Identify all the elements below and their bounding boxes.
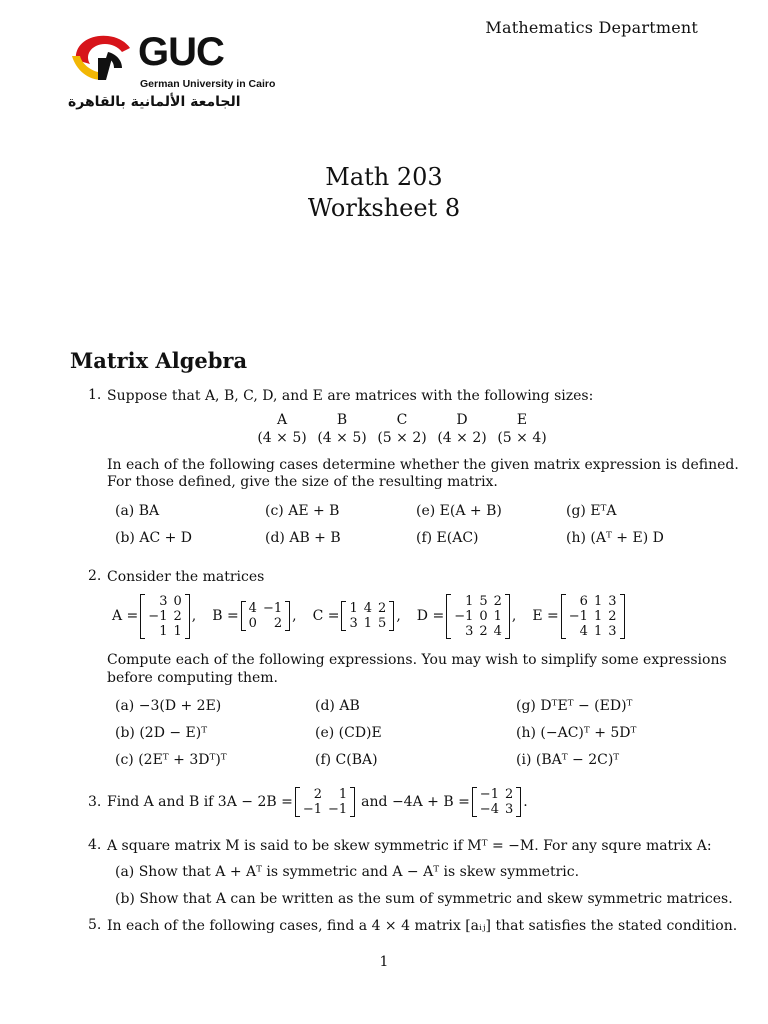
matrix-cell: 1 <box>465 593 474 609</box>
q1-size-value: (4 × 5) <box>317 430 367 446</box>
matrix-cell: 2 <box>313 787 322 802</box>
matrix-a <box>140 594 189 639</box>
q1-size-labels <box>252 412 552 428</box>
guc-emblem-icon <box>68 30 138 86</box>
q3-matrix-2-table <box>477 787 516 817</box>
q3-text-3: . <box>523 794 528 810</box>
matrix-cell: 0 <box>479 608 488 624</box>
logo-wordmark: GUC <box>138 30 224 74</box>
matrix-cell: 5 <box>378 616 387 631</box>
matrix-b <box>241 601 290 631</box>
q3-number: 3. <box>88 794 102 810</box>
matrix-row <box>300 802 350 817</box>
q1-size-value: (4 × 2) <box>437 430 487 446</box>
q3-matrix-2 <box>472 787 521 817</box>
q2-part: (h) (−AC)ᵀ + 5Dᵀ <box>516 725 637 741</box>
q1-size-label: D <box>456 412 468 428</box>
matrix-cell: 0 <box>173 593 182 609</box>
matrix-c-table <box>346 601 389 631</box>
matrix-row <box>451 594 505 609</box>
q1-size-value: (5 × 4) <box>497 430 547 446</box>
q1-part: (d) AB + B <box>265 530 341 546</box>
matrix-row <box>145 594 184 609</box>
q1-size-label: B <box>336 412 348 428</box>
q1-part: (a) BA <box>115 503 160 519</box>
matrix-cell: 0 <box>248 616 257 631</box>
page-number: 1 <box>379 954 389 970</box>
q2-part: (b) (2D − E)ᵀ <box>115 725 208 741</box>
matrix-cell: 6 <box>579 593 588 609</box>
q1-number: 1. <box>88 387 102 403</box>
matrix-a-label: A = <box>112 608 139 624</box>
matrix-row <box>451 624 505 639</box>
q1-part: (f) E(AC) <box>416 530 479 546</box>
q1-size-values <box>252 430 552 446</box>
matrix-cell: −1 <box>454 608 474 624</box>
matrix-cell: 3 <box>504 802 514 817</box>
q1-size-label: A <box>276 412 288 428</box>
course-title: Math 203 <box>325 163 443 191</box>
matrix-cell: 2 <box>504 787 514 802</box>
q4-part-a: (a) Show that A + Aᵀ is symmetric and A − Aᵀ is skew symmetric. <box>115 864 580 880</box>
q3-text-1: Find A and B if 3A − 2B = <box>107 794 293 810</box>
logo-arabic-text: الجامعة الألمانية بالقاهرة <box>68 94 241 110</box>
matrix-cell: 1 <box>338 787 348 802</box>
matrix-cell: 1 <box>363 616 373 631</box>
matrix-row <box>300 787 350 802</box>
matrix-cell: 5 <box>479 593 488 609</box>
matrix-row <box>145 609 184 624</box>
matrix-d-label: D = <box>416 608 445 624</box>
section-heading: Matrix Algebra <box>70 348 248 373</box>
q1-part: (e) E(A + B) <box>416 503 502 519</box>
q2-intro: Consider the matrices <box>107 569 265 585</box>
matrix-cell: 1 <box>159 623 168 639</box>
matrix-cell: 1 <box>349 601 358 616</box>
matrix-row <box>346 616 389 631</box>
matrix-cell: 4 <box>248 601 257 616</box>
matrix-a-table <box>145 594 184 639</box>
matrix-cell: 1 <box>593 623 603 639</box>
matrix-b-label: B = <box>212 608 239 624</box>
q2-instruction-1: Compute each of the following expressions. You may wish to simplify some expressions <box>107 652 727 668</box>
matrix-row <box>246 601 285 616</box>
q1-size-label: E <box>516 412 528 428</box>
matrix-cell: 4 <box>579 623 588 639</box>
matrix-cell: 2 <box>378 601 387 616</box>
matrix-e-label: E = <box>532 608 559 624</box>
q2-part: (i) (BAᵀ − 2C)ᵀ <box>516 752 620 768</box>
matrix-row <box>566 594 620 609</box>
q3-matrix-1 <box>295 787 355 817</box>
q2-part: (g) DᵀEᵀ − (ED)ᵀ <box>516 698 633 714</box>
q1-size-label: C <box>396 412 408 428</box>
matrix-cell: 2 <box>173 608 182 624</box>
q2-matrix-row: A = 3 0 −1 2 1 1 , B = 4 −1 0 2 , C = 1 4 2 3 1 5 , D = 1 5 2 −1 0 1 3 2 4 , E = 6 1 3 −1 1 2 4 1 3 <box>112 588 627 644</box>
q4-text: A square matrix M is said to be skew symmetric if Mᵀ = −M. For any squre matrix A: <box>107 838 712 854</box>
guc-logo <box>68 30 276 120</box>
q1-size-value: (4 × 5) <box>257 430 307 446</box>
matrix-cell: −1 <box>479 787 499 802</box>
matrix-row <box>566 609 620 624</box>
matrix-cell: 3 <box>608 593 617 609</box>
q4-part-b: (b) Show that A can be written as the sum of symmetric and skew symmetric matrices. <box>115 891 733 907</box>
q1-part: (g) EᵀA <box>566 503 617 519</box>
matrix-row <box>477 802 516 817</box>
matrix-cell: 4 <box>363 601 373 616</box>
department-title: Mathematics Department <box>485 18 698 37</box>
matrix-cell: −1 <box>262 601 283 616</box>
matrix-row <box>477 787 516 802</box>
q2-part: (a) −3(D + 2E) <box>115 698 222 714</box>
q2-part: (d) AB <box>315 698 360 714</box>
matrix-cell: 1 <box>593 593 603 609</box>
matrix-cell: 1 <box>173 623 182 639</box>
q2-instruction-2: before computing them. <box>107 670 278 686</box>
q3-text-2: and −4A + B = <box>361 794 470 810</box>
matrix-cell: 3 <box>349 616 358 631</box>
q1-instruction-1: In each of the following cases determine whether the given matrix expression is defined. <box>107 457 739 473</box>
matrix-cell: −4 <box>479 802 499 817</box>
q5-text: In each of the following cases, find a 4 × 4 matrix [aᵢⱼ] that satisfies the stated condition. <box>107 918 738 934</box>
q2-part: (f) C(BA) <box>315 752 378 768</box>
matrix-cell: 2 <box>493 593 502 609</box>
q1-instruction-2: For those defined, give the size of the resulting matrix. <box>107 474 498 490</box>
matrix-b-table <box>246 601 285 631</box>
matrix-c-label: C = <box>312 608 340 624</box>
matrix-row <box>246 616 285 631</box>
matrix-c <box>341 601 394 631</box>
matrix-d-table <box>451 594 505 639</box>
matrix-cell: 4 <box>493 623 502 639</box>
matrix-cell: 1 <box>593 608 603 624</box>
q2-part: (e) (CD)E <box>315 725 382 741</box>
matrix-cell: 3 <box>159 593 168 609</box>
matrix-row <box>145 624 184 639</box>
matrix-cell: 1 <box>493 608 502 624</box>
q1-part: (h) (Aᵀ + E) D <box>566 530 664 546</box>
logo-subtitle: German University in Cairo <box>140 78 276 90</box>
matrix-cell: 2 <box>273 616 283 631</box>
matrix-cell: 2 <box>479 623 488 639</box>
q2-part: (c) (2Eᵀ + 3Dᵀ)ᵀ <box>115 752 227 768</box>
q5-number: 5. <box>88 917 102 933</box>
matrix-cell: 2 <box>608 608 617 624</box>
worksheet-title: Worksheet 8 <box>307 194 461 222</box>
matrix-cell: −1 <box>302 802 322 817</box>
q1-part: (c) AE + B <box>265 503 340 519</box>
matrix-e <box>561 594 625 639</box>
matrix-cell: −1 <box>328 802 348 817</box>
q2-number: 2. <box>88 568 102 584</box>
q1-part: (b) AC + D <box>115 530 193 546</box>
matrix-cell: −1 <box>568 608 588 624</box>
matrix-cell: 3 <box>608 623 617 639</box>
matrix-cell: 3 <box>465 623 474 639</box>
matrix-e-table <box>566 594 620 639</box>
matrix-d <box>446 594 510 639</box>
q4-number: 4. <box>88 837 102 853</box>
matrix-row <box>451 609 505 624</box>
matrix-row <box>346 601 389 616</box>
q1-size-table <box>252 412 552 446</box>
q3-line <box>88 782 528 822</box>
q3-matrix-1-table <box>300 787 350 817</box>
q1-intro: Suppose that A, B, C, D, and E are matrices with the following sizes: <box>107 388 594 404</box>
matrix-cell: −1 <box>148 608 168 624</box>
matrix-row <box>566 624 620 639</box>
q1-size-value: (5 × 2) <box>377 430 427 446</box>
